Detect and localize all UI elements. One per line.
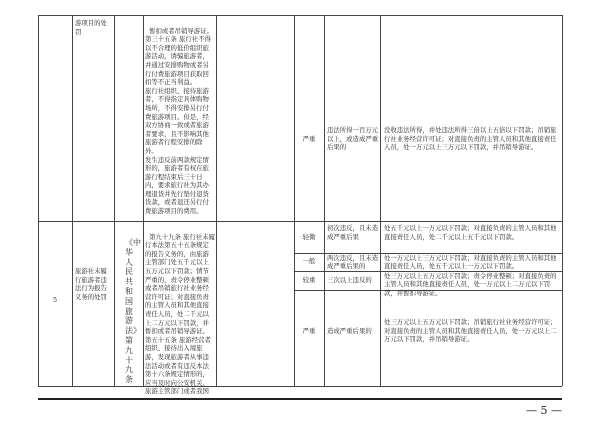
- row2-severity: [296, 257, 322, 269]
- footer-rule: [38, 398, 562, 400]
- row1-circumstance: [327, 224, 379, 252]
- upper-item-name: [75, 19, 112, 49]
- lower-index-text: 5: [52, 296, 58, 304]
- row4-severity-text: 严重: [302, 327, 316, 335]
- row4-severity: [296, 327, 322, 339]
- lower-law-basis: [125, 238, 141, 385]
- row4-penalty: [384, 318, 559, 346]
- upper-severity-text: 严重: [302, 135, 316, 143]
- page-number-text: — 5 —: [526, 404, 562, 417]
- upper-item-name-text: 游项目的处罚: [75, 19, 107, 36]
- table-bottom-border: [38, 386, 562, 387]
- col-divider: [380, 15, 381, 386]
- row2-circumstance-text: 两次违反，且未造成严重后果的: [327, 254, 379, 270]
- upper-circumstance-text: 违法所得一百万元以上，或造成严重后果的: [327, 126, 379, 152]
- row3-severity-text: 较重: [302, 276, 316, 284]
- row1-penalty: [384, 224, 559, 252]
- col-divider: [216, 15, 217, 386]
- col-divider: [38, 15, 39, 386]
- col-divider: [562, 15, 563, 386]
- row2-penalty: [384, 254, 559, 271]
- col-divider: [114, 15, 115, 386]
- row1-severity-text: 轻微: [302, 233, 316, 241]
- row2-circumstance: [327, 254, 379, 271]
- upper-circumstance: [327, 126, 379, 162]
- upper-provision: [145, 18, 215, 220]
- page-number: [492, 404, 562, 418]
- row2-severity-text: 一般: [302, 257, 316, 265]
- row4-penalty-text: 处三万元以上五万元以下罚款；吊销旅行社业务经营许可证；对直接负责的主管人员和其他直接责任人员，处一万元以上二万元以下罚款，并吊销导游证。: [384, 318, 557, 344]
- lower-law-basis-text: 《中华人民共和国旅游法》第九十九条: [125, 238, 141, 385]
- lower-provision-text: 第九十九条 旅行社未履行本法第五十五条规定的报告义务的，由旅游主管部门处五千元以上五万元以下罚款；情节严重的，责令停业整顿或者吊销旅行社业务经营许可证；对直接负责的主管人员和其他直接责任人员，处二千元以上二万元以下罚款，并暂扣或者吊销导游证。 第五十五条 旅游经营者组织、接待出入境旅游，发现旅游者从事违法活动或者有违反本法第十六条规定情形的，应当及时向公安机关、旅游主管部门或者我国: [145, 232, 216, 396]
- lower-item-name: [75, 267, 112, 317]
- row1-penalty-text: 处五千元以上一万元以下罚款；对直接负责的主管人员和其他直接责任人员，处二千元以上五千元以下罚款。: [384, 224, 557, 241]
- row1-severity: [296, 233, 322, 245]
- table-top-border: [38, 15, 562, 16]
- row3-penalty: [384, 272, 559, 297]
- upper-penalty: [384, 126, 559, 162]
- row4-circumstance-text: 造成严重后果的: [327, 327, 372, 335]
- col-divider: [324, 15, 325, 386]
- row-divider: [38, 221, 562, 222]
- lower-item-name-text: 旅游社未履行旅游者违法行为报告义务的处罚: [75, 267, 107, 301]
- row4-circumstance: [327, 327, 379, 339]
- col-divider: [72, 15, 73, 386]
- row3-circumstance: [327, 276, 379, 288]
- row2-penalty-text: 处一万元以上三万元以下罚款；对直接负责的主管人员和其他直接责任人员，处五千元以上一万元以下罚款。: [384, 254, 557, 270]
- row3-circumstance-text: 三次以上违反的: [327, 276, 372, 284]
- row1-circumstance-text: 初次违反，且未造成严重后果: [327, 224, 379, 241]
- upper-severity: [296, 135, 322, 147]
- col-divider: [294, 15, 295, 386]
- lower-index: [40, 296, 70, 308]
- row3-penalty-text: 处三万元以上五万元以下罚款；责令停业整顿；对直接负责的主管人员和其他直接责任人员，处一万元以上二万元以下罚款，并暂扣导游证。: [384, 272, 557, 297]
- col-divider: [143, 15, 144, 386]
- lower-provision: [145, 224, 216, 396]
- upper-penalty-text: 没收违法所得，并处违法所得三倍以上五倍以下罚款；吊销旅行社业务经营许可证；对直接负责的主管人员和其他直接责任人员，处一万元以上三万元以下罚款，并吊销导游证。: [384, 126, 557, 152]
- upper-provision-text: 暂扣或者吊销导游证。 第三十五条 旅行社不得以不合理的低价组织旅游活动，诱骗旅游者，并通过安排购物或者另行付费旅游项目获取回扣等不正当利益。 旅行社组织、接待旅游者，不得指定具体购物场所，不得安排另行付费旅游项目。但是，经双方协商一致或者旅游者要求，且不影响其他旅游者行程安排的除外。 发生违反前两款规定情形的，旅游者有权在旅游行程结束后三十日内，要求旅行社为其办理退货并先行垫付退货货款，或者退还另行付费旅游项目的费用。: [145, 26, 213, 216]
- row3-severity: [296, 276, 322, 288]
